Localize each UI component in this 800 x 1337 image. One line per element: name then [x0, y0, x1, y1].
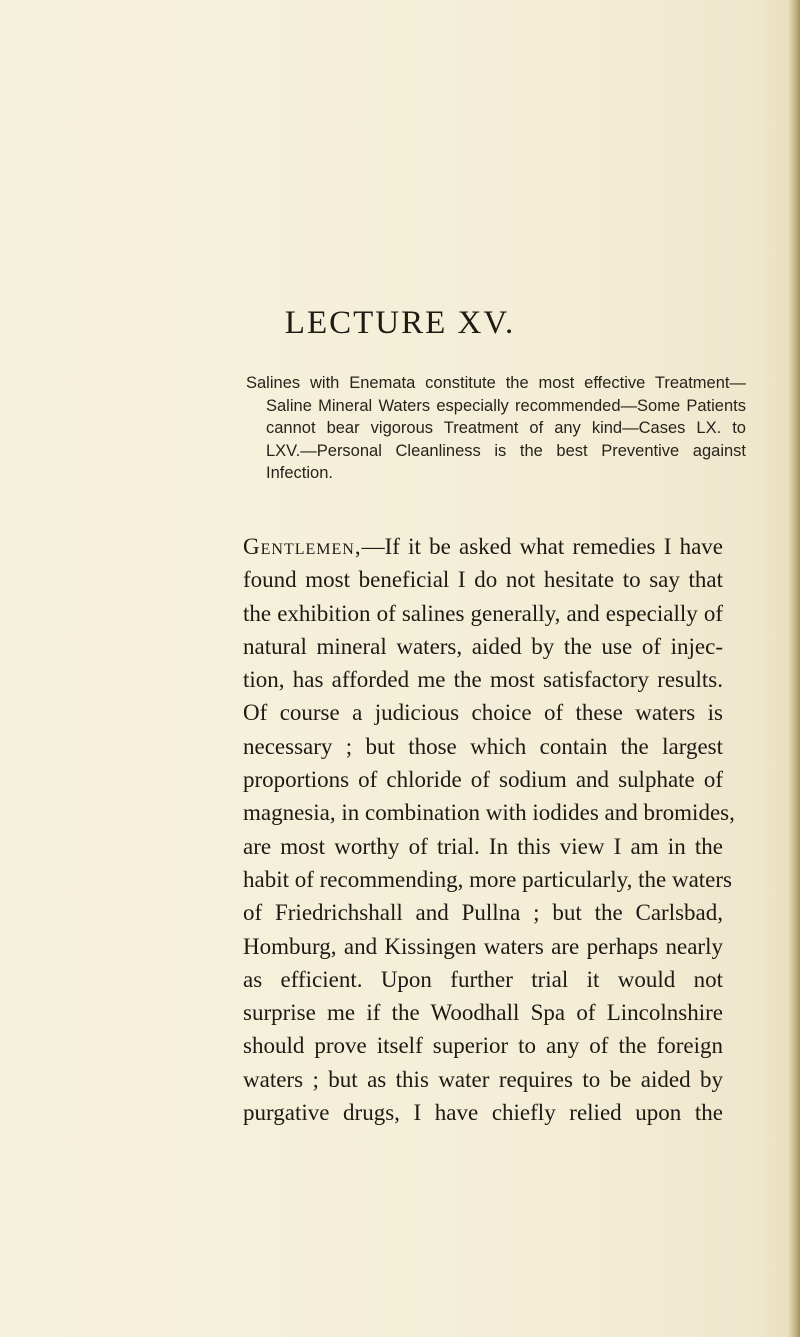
body-line: of Friedrichshall and Pullna ; but the Carlsbad,: [243, 900, 723, 926]
body-line: surprise me if the Woodhall Spa of Lincolnshire: [243, 1000, 723, 1026]
lecture-synopsis: [246, 372, 746, 485]
opening-word: Gentlemen,: [243, 534, 362, 559]
body-line-text: —If it be asked what remedies I have: [361, 534, 723, 559]
body-line: Of course a judicious choice of these waters is: [243, 700, 723, 726]
synopsis-line: Salines with Enemata constitute the most effective Treatment—: [246, 374, 746, 392]
synopsis-line: Infection.: [266, 464, 333, 482]
body-line: natural mineral waters, aided by the use of injec-: [243, 633, 723, 659]
body-line: magnesia, in combination with iodides and bromides,: [243, 800, 735, 826]
page-edge-shadow: [788, 0, 800, 1337]
body-line: tion, has afforded me the most satisfactory results.: [243, 667, 723, 693]
body-line: are most worthy of trial. In this view I am in the: [243, 833, 723, 859]
body-line: waters ; but as this water requires to be aided by: [243, 1066, 723, 1092]
body-line: found most beneficial I do not hesitate to say that: [243, 567, 723, 593]
body-line: necessary ; but those which contain the largest: [243, 733, 723, 759]
body-line: purgative drugs, I have chiefly relied upon the: [243, 1100, 723, 1126]
body-line: Homburg, and Kissingen waters are perhaps nearly: [243, 933, 723, 959]
synopsis-line: cannot bear vigorous Treatment of any kind—Cases LX. to: [266, 419, 746, 437]
body-line: as efficient. Upon further trial it would not: [243, 966, 723, 992]
body-line: [243, 530, 723, 563]
body-line: proportions of chloride of sodium and sulphate of: [243, 767, 723, 793]
body-line: habit of recommending, more particularly, the waters: [243, 866, 732, 892]
lecture-body: [243, 530, 735, 1129]
lecture-heading: LECTURE XV.: [284, 305, 516, 341]
synopsis-line: LXV.—Personal Cleanliness is the best Preventive against: [266, 441, 746, 460]
body-line: should prove itself superior to any of the foreign: [243, 1033, 723, 1059]
body-line: the exhibition of salines generally, and especially of: [243, 600, 723, 626]
synopsis-line: Saline Mineral Waters especially recommended—Some Patients: [266, 396, 746, 415]
